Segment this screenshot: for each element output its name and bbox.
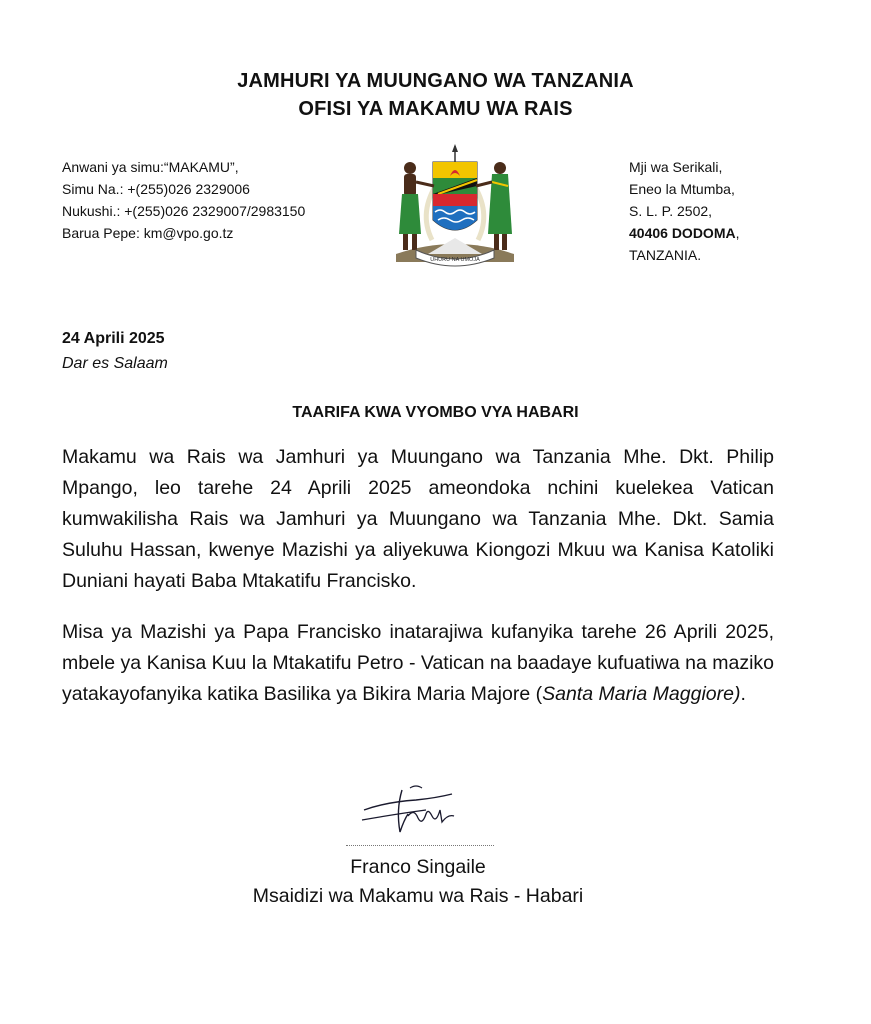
signer-name: Franco Singaile [350,856,486,878]
address-postcode-line [629,222,739,244]
contact-left-block [62,156,305,244]
address-po-box: S. L. P. 2502, [629,203,713,219]
address-postcode: 40406 DODOMA [629,225,736,241]
paragraph-2-end: . [740,683,746,705]
address-area: Eneo la Mtumba, [629,181,735,197]
handwritten-signature [356,780,466,840]
contact-fax: Nukushi.: +(255)026 2329007/2983150 [62,203,306,219]
header-country: JAMHURI YA MUUNGANO WA TANZANIA [237,70,634,92]
tanzania-coat-of-arms-icon [388,142,522,272]
contact-telegram: Anwani ya simu:“MAKAMU”, [62,159,239,175]
release-date: 24 Aprili 2025 [62,330,165,347]
address-country: TANZANIA. [629,247,702,263]
address-postcode-comma: , [735,225,740,241]
emblem-motto-text: UHURU NA UMOJA [430,257,480,263]
signer-title: Msaidizi wa Makamu wa Rais - Habari [252,885,584,907]
document-title: TAARIFA KWA VYOMBO VYA HABARI [292,404,579,421]
contact-right-block [629,156,739,266]
contact-phone: Simu Na.: +(255)026 2329006 [62,181,250,197]
contact-email: Barua Pepe: km@vpo.go.tz [62,225,234,241]
address-city: Mji wa Serikali, [629,159,723,175]
signature-line [346,845,494,846]
release-place: Dar es Salaam [62,355,168,372]
paragraph-2-text: Misa ya Mazishi ya Papa Francisko inatarajiwa kufanyika tarehe 26 Aprili 2025, mbele ya Kanisa Kuu la Mtakatifu Petro - Vatican na baadaye kufuatiwa na maziko yatakayofanyika katika Basilika ya Bikira Maria Majore ( [62,621,774,705]
body-paragraph-2 [62,617,774,710]
body-paragraph-1: Makamu wa Rais wa Jamhuri ya Muungano wa Tanzania Mhe. Dkt. Philip Mpango, leo tarehe 24 Aprili 2025 ameondoka nchini kuelekea Vatican kumwakilisha Rais wa Jamhuri ya Muungano wa Tanzania Mhe. Dkt. Samia Suluhu Hassan, kwenye Mazishi ya aliyekuwa Kiongozi Mkuu wa Kanisa Katoliki Duniani hayati Baba Mtakatifu Francisko. [62,446,774,592]
header-office: OFISI YA MAKAMU WA RAIS [298,98,573,120]
paragraph-2-italic: Santa Maria Maggiore) [542,683,741,705]
